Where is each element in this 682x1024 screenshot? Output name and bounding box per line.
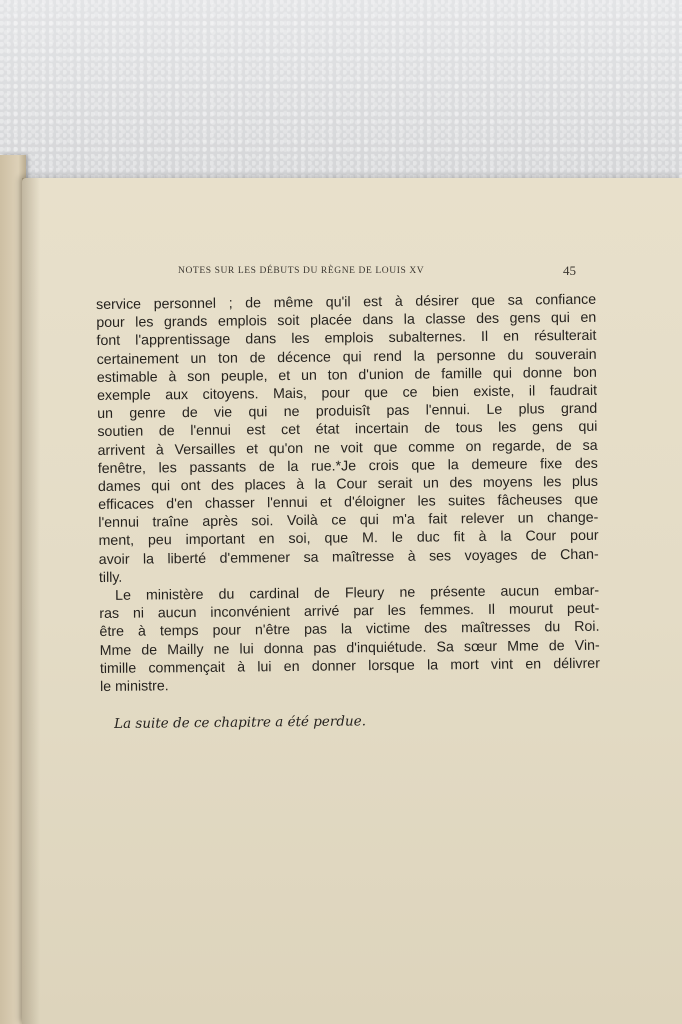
running-head bbox=[178, 265, 578, 281]
background-surface bbox=[0, 0, 682, 190]
text-line: dames qui ont des places à la Cour serait un des moyens les plus bbox=[97, 473, 599, 495]
paragraph-2 bbox=[99, 582, 600, 696]
text-line: ras ni aucun inconvénient arrivé par les femmes. Il mourut peut- bbox=[99, 600, 600, 623]
text-line: arrivent à Versailles et qu'on ne voit que comme on regarde, de sa bbox=[97, 437, 598, 459]
text-line: service personnel ; de même qu'il est à désirer que sa confiance bbox=[96, 291, 597, 313]
text-line: Mme de Mailly ne lui donna pas d'inquiétude. Sa sœur Mme de Vin- bbox=[99, 637, 600, 659]
gutter-shadow bbox=[22, 178, 40, 1024]
text-line: fenêtre, les passants de la rue.*Je crois que la demeure fixe des bbox=[97, 455, 598, 477]
paragraph-1 bbox=[96, 291, 599, 587]
text-line: timille commençait à lui en donner lorsque la mort vint en délivrer bbox=[99, 655, 600, 677]
text-line: le ministre. bbox=[100, 678, 169, 695]
text-line: font l'apprentissage dans les emplois subalternes. Il en résulterait bbox=[96, 328, 597, 350]
text-line: exemple aux citoyens. Mais, pour que ce bien existe, il faudrait bbox=[96, 382, 598, 404]
text-line: être à temps pour n'être pas la victime des maîtresses du Roi. bbox=[99, 619, 600, 641]
running-head-title: NOTES SUR LES DÉBUTS DU RÈGNE DE LOUIS XV bbox=[178, 266, 425, 276]
text-line: pour les grands emplois soit placée dans la classe des gens qui en bbox=[96, 309, 597, 332]
text-line: un genre de vie qui ne produisît pas l'ennui. Le plus grand bbox=[97, 400, 598, 423]
text-line: Le ministère du cardinal de Fleury ne présente aucun embar- bbox=[115, 582, 600, 604]
page-number: 45 bbox=[563, 263, 576, 278]
body-text bbox=[96, 291, 600, 696]
text-line: efficaces d'en chasser l'ennui et d'éloigner les suites fâcheuses que bbox=[98, 491, 599, 514]
ending-note: La suite de ce chapitre a été perdue. bbox=[114, 713, 367, 732]
text-line: soutien de l'ennui est cet état incertain de tous les gens qui bbox=[97, 419, 598, 441]
text-line: avoir la liberté d'emmener sa maîtresse à ses voyages de Chan- bbox=[98, 546, 599, 568]
text-line: certainement un ton de décence qui rend la personne du souverain bbox=[96, 346, 597, 368]
text-line: l'ennui traîne après soi. Voilà ce qui m'a fait relever un change- bbox=[98, 510, 599, 532]
text-line: tilly. bbox=[98, 569, 123, 586]
text-line: ment, peu important en soi, que M. le duc fit à la Cour pour bbox=[98, 528, 599, 550]
text-line: estimable à son peuple, et un ton d'union de famille qui donne bon bbox=[96, 364, 597, 386]
